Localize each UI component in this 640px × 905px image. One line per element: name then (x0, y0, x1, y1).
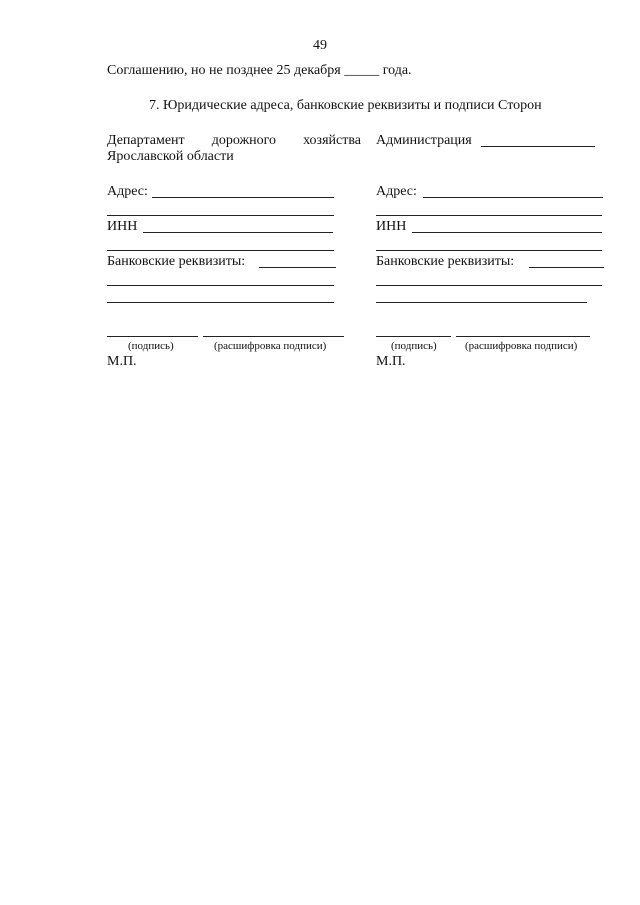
right-signature-caption: (подпись) (391, 340, 437, 352)
right-org-field[interactable] (481, 146, 595, 147)
left-bank-field-3[interactable] (107, 302, 334, 303)
right-address-label: Адрес: (376, 184, 417, 199)
left-bank-label: Банковские реквизиты: (107, 254, 246, 269)
right-inn-field-2[interactable] (376, 250, 602, 251)
left-org-name-line2: Ярославской области (107, 149, 234, 164)
left-org-word-3: хозяйства (303, 133, 361, 148)
right-inn-field[interactable] (412, 232, 602, 233)
section-title: 7. Юридические адреса, банковские реквизиты и подписи Сторон (149, 98, 542, 113)
right-stamp-mark: М.П. (376, 354, 406, 369)
right-address-field-2[interactable] (376, 215, 602, 216)
left-org-word-2: дорожного (211, 133, 277, 148)
left-decryption-field[interactable] (203, 336, 344, 337)
left-address-label: Адрес: (107, 184, 148, 199)
left-inn-field-2[interactable] (107, 250, 334, 251)
right-bank-label: Банковские реквизиты: (376, 254, 515, 269)
right-bank-field-2[interactable] (376, 285, 602, 286)
right-inn-label: ИНН (376, 219, 407, 234)
left-signature-caption: (подпись) (128, 340, 174, 352)
left-stamp-mark: М.П. (107, 354, 137, 369)
right-decryption-field[interactable] (456, 336, 590, 337)
right-signature-field[interactable] (376, 336, 451, 337)
left-address-field-2[interactable] (107, 215, 334, 216)
left-org-name-line1 (107, 133, 361, 149)
left-org-word-1: Департамент (107, 133, 185, 148)
left-bank-field-2[interactable] (107, 285, 334, 286)
right-bank-field[interactable] (529, 267, 604, 268)
agreement-deadline-line: Соглашению, но не позднее 25 декабря _____ года. (107, 63, 412, 78)
left-signature-field[interactable] (107, 336, 198, 337)
right-decryption-caption: (расшифровка подписи) (465, 340, 578, 352)
page-number: 49 (313, 38, 327, 53)
left-bank-field[interactable] (259, 267, 336, 268)
right-org-label: Администрация (376, 133, 472, 148)
left-inn-field[interactable] (143, 232, 333, 233)
left-address-field[interactable] (152, 197, 334, 198)
right-address-field[interactable] (423, 197, 603, 198)
right-bank-field-3[interactable] (376, 302, 587, 303)
left-inn-label: ИНН (107, 219, 138, 234)
left-decryption-caption: (расшифровка подписи) (214, 340, 327, 352)
